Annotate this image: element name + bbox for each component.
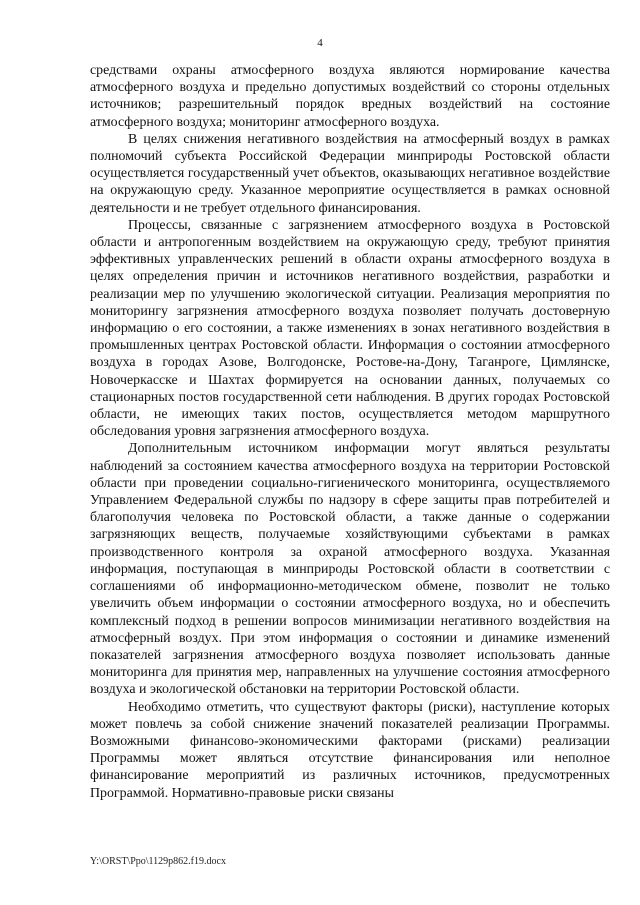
paragraph-3: Процессы, связанные с загрязнением атмосферного воздуха в Ростовской области и антропогенным воздействием на окружающую среду, требуют принятия эффективных управленческих решений в области охраны атмосферного воздуха в целях определения причин и источников негативного воздействия, разработки и реализации мер по улучшению экологической ситуации. Реализация мероприятия по мониторингу загрязнения атмосферного воздуха позволяет получать достоверную информацию о его состоянии, а также изменениях в зонах негативного воздействия в промышленных центрах Ростовской области. Информация о состоянии атмосферного воздуха в городах Азове, Волгодонске, Ростове-на-Дону, Таганроге, Цимлянске, Новочеркасске и Шахтах формируется на основании данных, получаемых со стационарных постов государственной сети наблюдения. В других городах Ростовской области, не имеющих таких постов, осуществляется методом маршрутного обследования уровня загрязнения атмосферного воздуха. [90,217,610,440]
page-number: 4 [317,37,323,49]
document-body [90,62,610,802]
paragraph-1: средствами охраны атмосферного воздуха являются нормирование качества атмосферного воздуха и предельно допустимых воздействий со стороны отдельных источников; разрешительный порядок вредных воздействий на состояние атмосферного воздуха; мониторинг атмосферного воздуха. [90,63,610,130]
footer-file-path: Y:\ORST\Ppo\1129p862.f19.docx [90,856,226,867]
paragraph-2: В целях снижения негативного воздействия на атмосферный воздух в рамках полномочий субъекта Российской Федерации минприроды Ростовской области осуществляется государственный учет объектов, оказывающих негативное воздействие на окружающую среду. Указанное мероприятие осуществляется в рамках основной деятельности и не требует отдельного финансирования. [90,131,610,216]
paragraph-5: Необходимо отметить, что существуют факторы (риски), наступление которых может повлечь за собой снижение значений показателей реализации Программы. Возможными финансово-экономическими факторами (рисками) реализации Программы может являться отсутствие финансирования или неполное финансирование мероприятий из различных источников, предусмотренных Программой. Нормативно-правовые риски связаны [90,699,610,801]
paragraph-4: Дополнительным источником информации могут являться результаты наблюдений за состоянием качества атмосферного воздуха на территории Ростовской области при проведении социально-гигиенического мониторинга, осуществляемого Управлением Федеральной службы по надзору в сфере защиты прав потребителей и благополучия человека по Ростовской области, а также данные о содержании загрязняющих веществ, получаемые хозяйствующими субъектами в рамках производственного контроля за охраной атмосферного воздуха. Указанная информация, поступающая в минприроды Ростовской области в соответствии с соглашениями об информационно-методическом обмене, позволит не только увеличить объем информации о состоянии атмосферного воздуха, но и обеспечить комплексный подход в решении вопросов минимизации негативного воздействия на атмосферный воздух. При этом информация о состоянии и динамике изменений показателей загрязнения атмосферного воздуха позволяет использовать данные мониторинга для принятия мер, направленных на улучшение состояния атмосферного воздуха и экологической обстановки на территории Ростовской области. [90,441,610,698]
